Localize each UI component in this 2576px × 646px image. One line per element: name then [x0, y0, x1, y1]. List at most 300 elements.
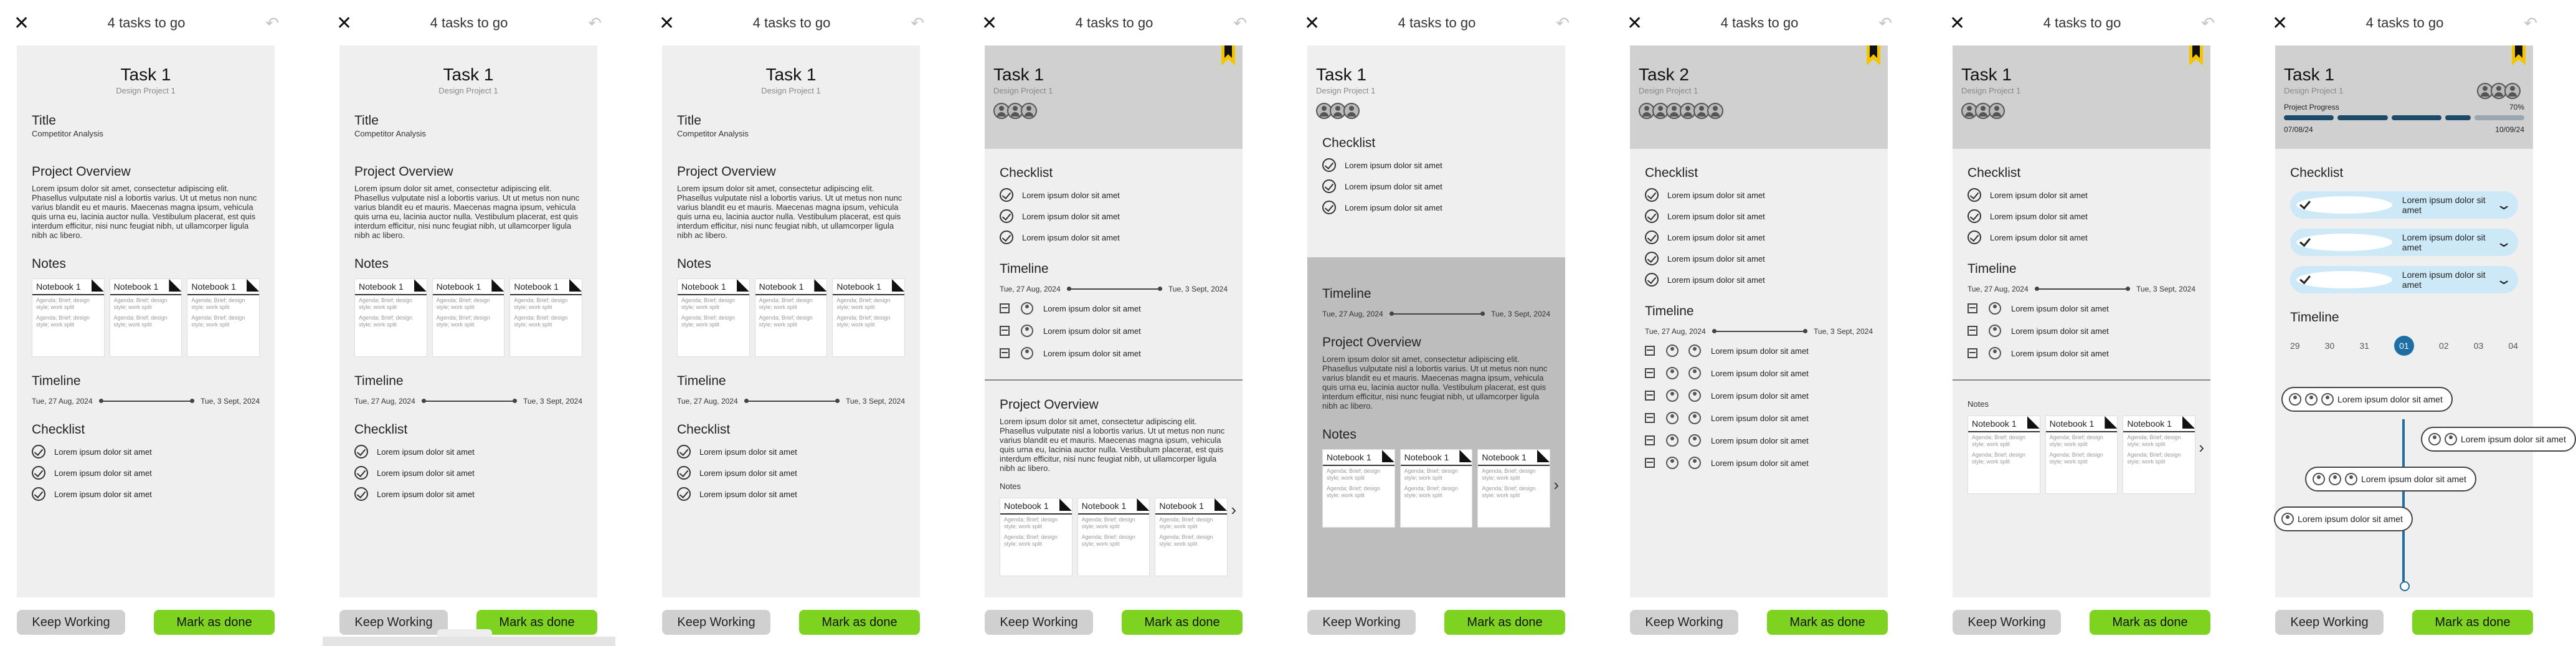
task-header: [985, 45, 1243, 149]
timeline-entry[interactable]: Lorem ipsum dolor sit amet: [1968, 346, 2195, 361]
notebook-line: Agenda; Brief; design style; work split: [113, 297, 168, 310]
task-card: [1307, 45, 1565, 597]
notebook-line: Agenda; Brief; design style; work split: [191, 297, 245, 310]
notebook-line: Agenda; Brief; design style; work split: [1159, 516, 1213, 530]
scroll-thumb[interactable]: [437, 629, 492, 637]
avatar-icon: [2329, 473, 2341, 485]
screen-progress-timeline: [2258, 0, 2566, 646]
timeline-end-date: Tue, 3 Sept, 2024: [2136, 285, 2195, 293]
avatar-icon: [2289, 393, 2301, 406]
close-icon[interactable]: ✕: [1949, 12, 1966, 34]
progress-end-date: 10/09/24: [2495, 125, 2524, 134]
undo-icon[interactable]: ↶: [1233, 14, 1247, 33]
task-title: Task 1: [1961, 65, 2012, 84]
timeline-start-date: Tue, 27 Aug, 2024: [1645, 327, 1706, 336]
top-bar: [1936, 11, 2228, 36]
checklist-section: [2275, 165, 2533, 293]
project-name: Design Project 1: [438, 86, 498, 95]
checklist-item[interactable]: Lorem ipsum dolor sit amet: [1645, 230, 1873, 245]
section-heading: Checklist: [1968, 166, 2021, 180]
divider: [1953, 379, 2210, 381]
timeline-start-date: Tue, 27 Aug, 2024: [1000, 285, 1061, 293]
avatar-icon: [1688, 389, 1701, 402]
section-heading: Notes: [1000, 482, 1021, 491]
notebook-line: Agenda; Brief; design style; work split: [681, 297, 736, 310]
checklist-item[interactable]: Lorem ipsum dolor sit amet: [677, 444, 905, 459]
timeline-end-date: Tue, 3 Sept, 2024: [1168, 285, 1228, 293]
timeline-event[interactable]: Lorem ipsum dolor sit amet: [2281, 387, 2453, 412]
check-icon: [354, 445, 368, 458]
notebook-line: Agenda; Brief; design style; work split: [836, 315, 891, 328]
timeline-section: [985, 261, 1243, 361]
notebook-card[interactable]: [2123, 416, 2195, 494]
notebook-card[interactable]: [32, 278, 105, 357]
title-section: [17, 113, 275, 139]
notebook-line: Agenda; Brief; design style; work split: [1482, 468, 1536, 481]
avatar-icon: [1989, 103, 2005, 119]
undo-icon[interactable]: ↶: [1556, 14, 1570, 33]
task-card: [662, 45, 920, 597]
tasks-remaining-title: 4 tasks to go: [430, 15, 508, 31]
avatar-icon: [1989, 347, 2001, 359]
notes-section: [662, 256, 920, 357]
project-name: Design Project 1: [1639, 86, 1698, 95]
top-bar: [2258, 11, 2551, 36]
notebook-line: Agenda; Brief; design style; work split: [1081, 516, 1135, 530]
timeline-entry[interactable]: Lorem ipsum dolor sit amet: [1645, 366, 1873, 381]
timeline-section: [1307, 286, 1565, 318]
section-heading: Title: [354, 113, 379, 128]
chevron-down-icon[interactable]: ⌄: [2494, 197, 2512, 212]
mark-as-done-button[interactable]: Mark as done: [1444, 610, 1565, 635]
notebook-line: Agenda; Brief; design style; work split: [1081, 534, 1135, 547]
avatar-icon: [1989, 325, 2001, 337]
notebook-card[interactable]: [509, 278, 582, 357]
section-heading: Title: [32, 113, 56, 128]
checklist-item[interactable]: Lorem ipsum dolor sit amet: [1000, 209, 1228, 224]
timeline-entry[interactable]: Lorem ipsum dolor sit amet: [1000, 346, 1228, 361]
checklist-item[interactable]: Lorem ipsum dolor sit amet: [1968, 188, 2195, 202]
overview-section: [339, 164, 597, 240]
notebook-title: Notebook 1: [433, 279, 504, 295]
notebook-card[interactable]: [1322, 449, 1395, 528]
tasks-remaining-title: 4 tasks to go: [1398, 15, 1476, 31]
calendar-icon: [1968, 348, 1977, 358]
calendar-day[interactable]: 29: [2290, 341, 2300, 351]
close-icon[interactable]: ✕: [1304, 12, 1320, 34]
close-icon[interactable]: ✕: [14, 12, 30, 34]
notebook-card[interactable]: [432, 278, 505, 357]
checklist-item[interactable]: Lorem ipsum dolor sit amet: [1322, 179, 1550, 194]
mark-as-done-button[interactable]: Mark as done: [2412, 610, 2533, 635]
checklist-section: [1307, 135, 1565, 215]
section-heading: Checklist: [1322, 136, 1376, 150]
notes-carousel: [677, 278, 905, 357]
check-icon: [1645, 252, 1659, 265]
checklist-item[interactable]: Lorem ipsum dolor sit amet: [677, 465, 905, 480]
task-card: [17, 45, 275, 597]
chevron-right-icon[interactable]: ›: [1553, 475, 1559, 494]
avatar-icon: [1021, 103, 1037, 119]
notebook-card[interactable]: [2045, 416, 2118, 494]
notebook-title: Notebook 1: [2123, 416, 2195, 432]
notebook-line: Agenda; Brief; design style; work split: [2049, 452, 2103, 465]
section-heading: Checklist: [1645, 166, 1698, 180]
bookmark-icon[interactable]: [1221, 45, 1235, 65]
section-heading: Notes: [677, 257, 711, 271]
calendar-day[interactable]: 03: [2473, 341, 2484, 351]
undo-icon[interactable]: ↶: [1878, 14, 1892, 33]
chevron-down-icon[interactable]: ⌄: [2494, 234, 2512, 250]
project-name: Design Project 1: [993, 86, 1053, 95]
timeline-line: [1712, 331, 1807, 332]
notes-section: [339, 256, 597, 357]
check-icon: [1968, 188, 1981, 202]
notebook-card[interactable]: [187, 278, 260, 357]
checklist-item-expandable[interactable]: Lorem ipsum dolor sit amet ⌄: [2290, 229, 2518, 256]
timeline-end-date: Tue, 3 Sept, 2024: [523, 397, 582, 406]
task-title: Task 1: [765, 65, 817, 84]
notebook-card[interactable]: [755, 278, 828, 357]
checklist-item[interactable]: Lorem ipsum dolor sit amet: [32, 487, 260, 501]
bookmark-icon[interactable]: [2512, 45, 2526, 65]
section-heading: Project Overview: [1322, 335, 1421, 349]
avatar-icon: [1688, 367, 1701, 379]
notebook-card[interactable]: [1155, 498, 1228, 576]
check-icon: [1968, 230, 1981, 244]
checklist-item[interactable]: Lorem ipsum dolor sit amet: [354, 444, 582, 459]
checklist-item[interactable]: Lorem ipsum dolor sit amet: [677, 487, 905, 501]
avatar-icon: [1666, 434, 1679, 447]
section-heading: Title: [677, 113, 701, 128]
notebook-card[interactable]: [677, 278, 750, 357]
mark-as-done-button[interactable]: Mark as done: [799, 610, 920, 635]
notebook-line: Agenda; Brief; design style; work split: [2127, 434, 2181, 447]
mark-as-done-button[interactable]: Mark as done: [1122, 610, 1243, 635]
timeline-event[interactable]: Lorem ipsum dolor sit amet: [2421, 427, 2576, 452]
notebook-card[interactable]: [354, 278, 427, 357]
screen-overview-dimmed: [1290, 0, 1583, 646]
checklist-item-expandable[interactable]: Lorem ipsum dolor sit amet ⌄: [2290, 191, 2518, 219]
top-bar: [1613, 11, 1906, 36]
checklist-item[interactable]: Lorem ipsum dolor sit amet: [354, 465, 582, 480]
timeline-entry[interactable]: Lorem ipsum dolor sit amet: [1645, 433, 1873, 448]
section-heading: Notes: [354, 257, 389, 271]
notebook-line: Agenda; Brief; design style; work split: [36, 297, 90, 310]
section-heading: Notes: [32, 257, 66, 271]
checklist-item[interactable]: Lorem ipsum dolor sit amet: [1645, 209, 1873, 224]
timeline-range: [677, 397, 905, 406]
action-buttons: [1953, 610, 2210, 636]
timeline-event[interactable]: Lorem ipsum dolor sit amet: [2274, 506, 2413, 531]
section-heading: Project Overview: [354, 164, 453, 179]
check-icon: [1968, 209, 1981, 223]
calendar-icon: [1000, 348, 1010, 358]
timeline-event[interactable]: Lorem ipsum dolor sit amet: [2305, 467, 2476, 492]
timeline-range: [1968, 285, 2195, 293]
timeline-start-date: Tue, 27 Aug, 2024: [677, 397, 738, 406]
checklist-item[interactable]: Lorem ipsum dolor sit amet: [1645, 188, 1873, 202]
task-card: [2275, 45, 2566, 597]
section-heading: Timeline: [677, 374, 726, 388]
progress-percent: 70%: [2509, 103, 2524, 112]
calendar-strip: [2290, 336, 2518, 356]
action-buttons: [17, 610, 275, 636]
checklist-item[interactable]: Lorem ipsum dolor sit amet: [1322, 158, 1550, 173]
notebook-line: Agenda; Brief; design style; work split: [1159, 534, 1213, 547]
notebook-card[interactable]: [1000, 498, 1073, 576]
notebook-card[interactable]: [1477, 449, 1550, 528]
overview-section: [662, 164, 920, 240]
mark-as-done-button[interactable]: Mark as done: [476, 610, 597, 635]
section-heading: Timeline: [1322, 287, 1371, 301]
avatar-icon: [1021, 325, 1033, 337]
avatar-icon: [1666, 457, 1679, 469]
progress-label: Project Progress: [2284, 103, 2339, 112]
notebook-title: Notebook 1: [1401, 450, 1472, 466]
assignee-avatars: [1639, 103, 1879, 126]
timeline-range: [1645, 327, 1873, 336]
notebook-line: Agenda; Brief; design style; work split: [759, 315, 813, 328]
notebook-line: Agenda; Brief; design style; work split: [113, 315, 168, 328]
title-value: Competitor Analysis: [354, 129, 426, 138]
task-title: Task 2: [1639, 65, 1689, 84]
checklist-item[interactable]: Lorem ipsum dolor sit amet: [32, 444, 260, 459]
project-name: Design Project 1: [761, 86, 821, 95]
timeline-entry[interactable]: Lorem ipsum dolor sit amet: [1645, 455, 1873, 470]
bookmark-icon[interactable]: [1867, 45, 1880, 65]
calendar-icon: [1968, 303, 1977, 313]
undo-icon[interactable]: ↶: [2524, 14, 2537, 33]
notebook-line: Agenda; Brief; design style; work split: [1004, 534, 1058, 547]
close-icon[interactable]: ✕: [2272, 12, 2288, 34]
check-icon: [1000, 209, 1013, 223]
timeline-end-date: Tue, 3 Sept, 2024: [1491, 310, 1550, 318]
checklist-section: [985, 165, 1243, 245]
timeline-section: [2275, 310, 2533, 356]
bookmark-icon[interactable]: [2189, 45, 2203, 65]
calendar-day[interactable]: 30: [2324, 341, 2335, 351]
notes-section: [985, 482, 1243, 576]
notebook-line: Agenda; Brief; design style; work split: [436, 315, 490, 328]
section-heading: Timeline: [1968, 262, 2017, 276]
timeline-end-date: Tue, 3 Sept, 2024: [1814, 327, 1873, 336]
scrollbar[interactable]: [323, 637, 615, 646]
timeline-section: [339, 373, 597, 406]
task-header: [2275, 45, 2533, 149]
undo-icon[interactable]: ↶: [911, 14, 924, 33]
section-heading: Timeline: [2290, 310, 2339, 325]
overview-text: Lorem ipsum dolor sit amet, consectetur adipiscing elit. Phasellus vulputate nisl a lobortis varius. Ut ut metus non nunc varius blandit eu et mauris. Maecenas magna ipsum, vehicula quis urna eu, lacinia auctor nulla. Vestibulum placerat, est quis interdum efficitur, nisi nunc feugiat nibh, ut ullamcorper ligula nibh ac libero.: [354, 184, 580, 240]
timeline-entry[interactable]: Lorem ipsum dolor sit amet: [1000, 301, 1228, 316]
notebook-title: Notebook 1: [1968, 416, 2040, 432]
check-icon: [1000, 188, 1013, 202]
section-heading: Timeline: [32, 374, 81, 388]
section-heading: Timeline: [354, 374, 404, 388]
tasks-remaining-title: 4 tasks to go: [2365, 15, 2444, 31]
check-icon: [1645, 209, 1659, 223]
task-header: [17, 45, 275, 97]
keep-working-button[interactable]: Keep Working: [17, 610, 125, 635]
close-icon[interactable]: ✕: [336, 12, 353, 34]
timeline-range: [32, 397, 260, 406]
notebook-line: Agenda; Brief; design style; work split: [836, 297, 891, 310]
mark-as-done-button[interactable]: Mark as done: [1767, 610, 1888, 635]
keep-working-button[interactable]: Keep Working: [1307, 610, 1416, 635]
progress-bar: [2284, 115, 2524, 120]
close-icon[interactable]: ✕: [982, 12, 998, 34]
notebook-card[interactable]: [110, 278, 182, 357]
notebook-line: Agenda; Brief; design style; work split: [1327, 485, 1381, 498]
checklist-item[interactable]: Lorem ipsum dolor sit amet: [32, 465, 260, 480]
mark-as-done-button[interactable]: Mark as done: [2090, 610, 2210, 635]
notebook-card[interactable]: [1077, 498, 1150, 576]
project-progress: [2284, 103, 2524, 134]
keep-working-button[interactable]: Keep Working: [339, 610, 448, 635]
notes-carousel: [1322, 449, 1550, 528]
notes-carousel: [32, 278, 260, 357]
notebook-card[interactable]: [832, 278, 905, 357]
notebook-line: Agenda; Brief; design style; work split: [36, 315, 90, 328]
avatar-icon: [1666, 412, 1679, 424]
check-icon: [677, 445, 691, 458]
notes-section: [1307, 427, 1565, 528]
notebook-line: Agenda; Brief; design style; work split: [2127, 452, 2181, 465]
keep-working-button[interactable]: Keep Working: [985, 610, 1093, 635]
timeline-entry[interactable]: Lorem ipsum dolor sit amet: [1645, 343, 1873, 358]
timeline-entry[interactable]: Lorem ipsum dolor sit amet: [1645, 388, 1873, 403]
assignee-avatars: [993, 103, 1234, 126]
calendar-day[interactable]: 01: [2394, 336, 2414, 356]
keep-working-button[interactable]: Keep Working: [2275, 610, 2384, 635]
check-icon: [1645, 273, 1659, 287]
notebook-card[interactable]: [1400, 449, 1473, 528]
checklist-item[interactable]: Lorem ipsum dolor sit amet: [1968, 230, 2195, 245]
keep-working-button[interactable]: Keep Working: [1630, 610, 1738, 635]
notes-carousel: [1000, 498, 1228, 576]
timeline-entry[interactable]: Lorem ipsum dolor sit amet: [1000, 323, 1228, 338]
title-value: Competitor Analysis: [677, 129, 749, 138]
check-icon: [1000, 230, 1013, 244]
task-title: Task 1: [993, 65, 1044, 84]
calendar-icon: [1645, 368, 1655, 378]
notebook-title: Notebook 1: [1323, 450, 1395, 466]
top-bar: [0, 11, 293, 36]
notebook-title: Notebook 1: [1078, 498, 1150, 515]
notebook-title: Notebook 1: [1478, 450, 1550, 466]
checklist-item[interactable]: Lorem ipsum dolor sit amet: [1000, 188, 1228, 202]
checklist-item[interactable]: Lorem ipsum dolor sit amet: [1000, 230, 1228, 245]
overview-text: Lorem ipsum dolor sit amet, consectetur adipiscing elit. Phasellus vulputate nisl a lobortis varius. Ut ut metus non nunc varius blandit eu et mauris. Maecenas magna ipsum, vehicula quis urna eu, lacinia auctor nulla. Vestibulum placerat, est quis interdum efficitur, nisi nunc feugiat nibh, ut ullamcorper ligula nibh ac libero.: [32, 184, 257, 240]
close-icon[interactable]: ✕: [1627, 12, 1643, 34]
project-name: Design Project 1: [116, 86, 176, 95]
tasks-remaining-title: 4 tasks to go: [1720, 15, 1799, 31]
undo-icon[interactable]: ↶: [2201, 14, 2215, 33]
keep-working-button[interactable]: Keep Working: [1953, 610, 2061, 635]
notebook-line: Agenda; Brief; design style; work split: [1482, 485, 1536, 498]
undo-icon[interactable]: ↶: [265, 14, 279, 33]
check-icon: [1322, 158, 1336, 172]
timeline-section: [1630, 303, 1888, 470]
calendar-day[interactable]: 31: [2359, 341, 2369, 351]
notebook-title: Notebook 1: [678, 279, 749, 295]
calendar-day[interactable]: 04: [2508, 341, 2518, 351]
section-heading: Notes: [1322, 427, 1357, 442]
notes-section: [17, 256, 275, 357]
section-heading: Timeline: [1000, 262, 1049, 276]
check-icon: [1322, 201, 1336, 214]
overview-section: [985, 397, 1243, 473]
timeline-start-date: Tue, 27 Aug, 2024: [354, 397, 415, 406]
project-name: Design Project 1: [1961, 86, 2021, 95]
timeline-entry[interactable]: Lorem ipsum dolor sit amet: [1968, 301, 2195, 316]
checklist-item[interactable]: Lorem ipsum dolor sit amet: [1322, 200, 1550, 215]
mark-as-done-button[interactable]: Mark as done: [154, 610, 275, 635]
avatar-icon: [2428, 433, 2441, 445]
avatar-icon: [2445, 433, 2457, 445]
notebook-card[interactable]: [1968, 416, 2040, 494]
avatar-icon: [1666, 389, 1679, 402]
tasks-remaining-title: 4 tasks to go: [1075, 15, 1153, 31]
chevron-down-icon[interactable]: ⌄: [2494, 272, 2512, 287]
task-header: [339, 45, 597, 97]
avatar-icon: [1343, 103, 1360, 119]
chevron-right-icon[interactable]: ›: [1231, 500, 1236, 519]
avatar-icon: [1688, 457, 1701, 469]
project-name: Design Project 1: [1316, 86, 1376, 95]
calendar-icon: [1000, 303, 1010, 313]
chevron-right-icon[interactable]: ›: [2199, 438, 2204, 457]
check-icon: [354, 487, 368, 501]
calendar-day[interactable]: 02: [2439, 341, 2449, 351]
task-title: Task 1: [443, 65, 494, 84]
notebook-line: Agenda; Brief; design style; work split: [681, 315, 736, 328]
checklist-section: [17, 422, 275, 501]
checklist-item-expandable[interactable]: Lorem ipsum dolor sit amet ⌄: [2290, 266, 2518, 293]
task-title: Task 1: [120, 65, 171, 84]
tasks-remaining-title: 4 tasks to go: [752, 15, 831, 31]
notebook-line: Agenda; Brief; design style; work split: [759, 297, 813, 310]
assignee-avatars: [2477, 83, 2518, 107]
timeline-entry[interactable]: Lorem ipsum dolor sit amet: [1645, 411, 1873, 425]
section-heading: Checklist: [354, 422, 408, 437]
notebook-title: Notebook 1: [110, 279, 182, 295]
check-icon: [2296, 234, 2392, 251]
calendar-icon: [1645, 346, 1655, 356]
undo-icon[interactable]: ↶: [588, 14, 602, 33]
notebook-title: Notebook 1: [2046, 416, 2118, 432]
notebook-title: Notebook 1: [1155, 498, 1227, 515]
checklist-item[interactable]: Lorem ipsum dolor sit amet: [354, 487, 582, 501]
dimmed-overlay: [1307, 257, 1565, 597]
notebook-title: Notebook 1: [187, 279, 259, 295]
checklist-item[interactable]: Lorem ipsum dolor sit amet: [1645, 251, 1873, 266]
timeline-start-date: Tue, 27 Aug, 2024: [1968, 285, 2029, 293]
title-value: Competitor Analysis: [32, 129, 103, 138]
timeline-line: [1390, 313, 1485, 315]
checklist-item[interactable]: Lorem ipsum dolor sit amet: [1968, 209, 2195, 224]
checklist-item[interactable]: Lorem ipsum dolor sit amet: [1645, 272, 1873, 287]
notes-carousel: [354, 278, 582, 357]
screen-task-details: [0, 0, 293, 646]
section-heading: Timeline: [1645, 304, 1694, 318]
timeline-entry[interactable]: Lorem ipsum dolor sit amet: [1968, 323, 2195, 338]
avatar-icon: [2321, 393, 2334, 406]
keep-working-button[interactable]: Keep Working: [662, 610, 770, 635]
check-icon: [1645, 230, 1659, 244]
avatar-icon: [2504, 83, 2521, 99]
close-icon[interactable]: ✕: [659, 12, 675, 34]
